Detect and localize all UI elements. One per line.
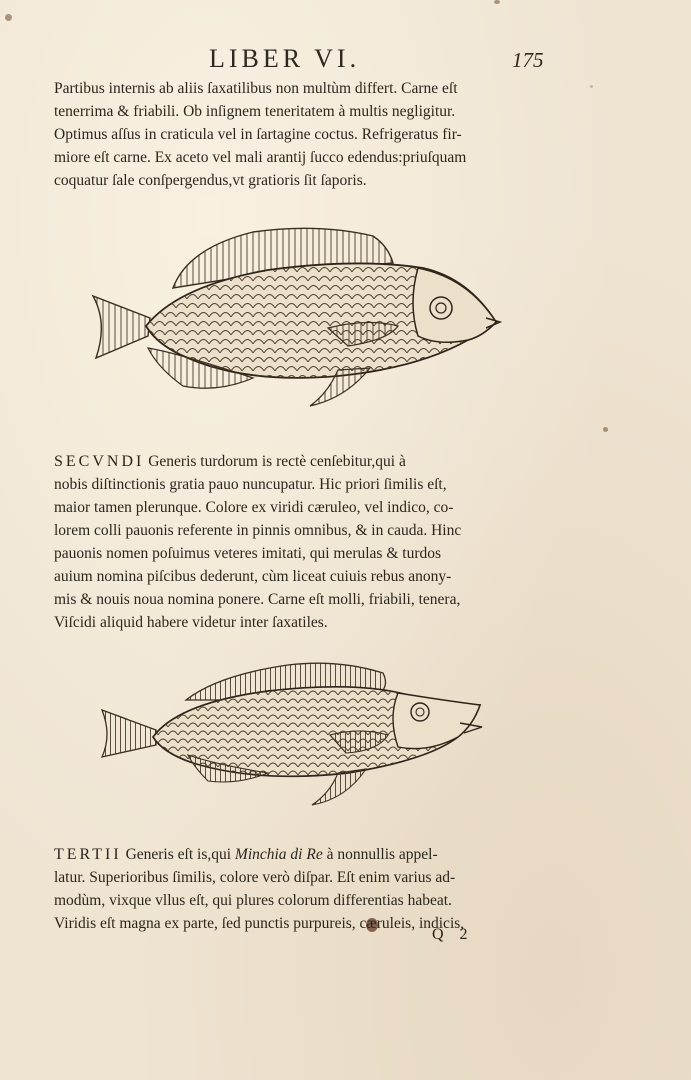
text-line: modùm, vixque vllus eſt, qui plures colorum differentias habeat. — [54, 892, 452, 909]
foxing-spot — [494, 0, 500, 4]
foxing-spot — [590, 85, 593, 88]
text-line: lorem colli pauonis referente in pinnis omnibus, & in cauda. Hinc — [54, 522, 462, 539]
page-number: 175 — [512, 48, 544, 72]
fish-woodcut-2 — [98, 655, 490, 810]
lead-word: SECVNDI — [54, 453, 145, 470]
fish-woodcut-1 — [88, 218, 503, 413]
paragraph-3 — [54, 843, 540, 935]
paragraph-1 — [54, 77, 540, 192]
paragraph-2 — [54, 450, 540, 634]
text-line: Viridis eſt magna ex parte, ſed punctis purpureis, cæruleis, indicis, — [54, 915, 465, 932]
text-line-first — [54, 843, 540, 866]
running-head: LIBER VI. — [209, 44, 361, 73]
text-line: latur. Superioribus ſimilis, colore verò diſpar. Eſt enim varius ad- — [54, 869, 456, 886]
text-line: Viſcidi aliquid habere videtur inter ſaxatiles. — [54, 614, 328, 631]
text-line: nobis diſtinctionis gratia pauo nuncupatur. Hic priori ſimilis eſt, — [54, 476, 447, 493]
catchword-signature: Q 2 — [432, 926, 474, 943]
text-run: Generis eſt is,qui — [121, 846, 235, 863]
foxing-spot — [603, 427, 608, 432]
text-line: pauonis nomen poſuimus veteres imitati, qui merulas & turdos — [54, 545, 442, 562]
text-line-first — [54, 450, 540, 473]
foxing-spot — [5, 14, 12, 21]
italic-name: Minchia di Re — [234, 846, 323, 863]
text-line: Optimus aſſus in craticula vel in ſartagine coctus. Refrigeratus fir- — [54, 126, 462, 143]
text-line: miore eſt carne. Ex aceto vel mali arantij ſucco edendus:priuſquam — [54, 149, 467, 166]
lead-word: TERTII — [54, 846, 122, 863]
text-run: Generis turdorum is rectè cenſebitur,qui à — [144, 453, 406, 470]
text-line: coquatur ſale conſpergendus,vt gratioris ſit ſaporis. — [54, 172, 367, 189]
page-header — [0, 40, 691, 80]
text-run: à nonnullis appel- — [322, 846, 438, 863]
text-line: mis & nouis noua nomina ponere. Carne eſt molli, friabili, tenera, — [54, 591, 461, 608]
text-line: maior tamen plerunque. Colore ex viridi cæruleo, vel indico, co- — [54, 499, 454, 516]
text-line: Partibus internis ab aliis ſaxatilibus non multùm differt. Carne eſt — [54, 80, 458, 97]
text-line: tenerrima & friabili. Ob inſignem teneritatem à multis negligitur. — [54, 103, 456, 120]
text-line: auium nomina piſcibus dederunt, cùm liceat cuiuis rebus anony- — [54, 568, 452, 585]
